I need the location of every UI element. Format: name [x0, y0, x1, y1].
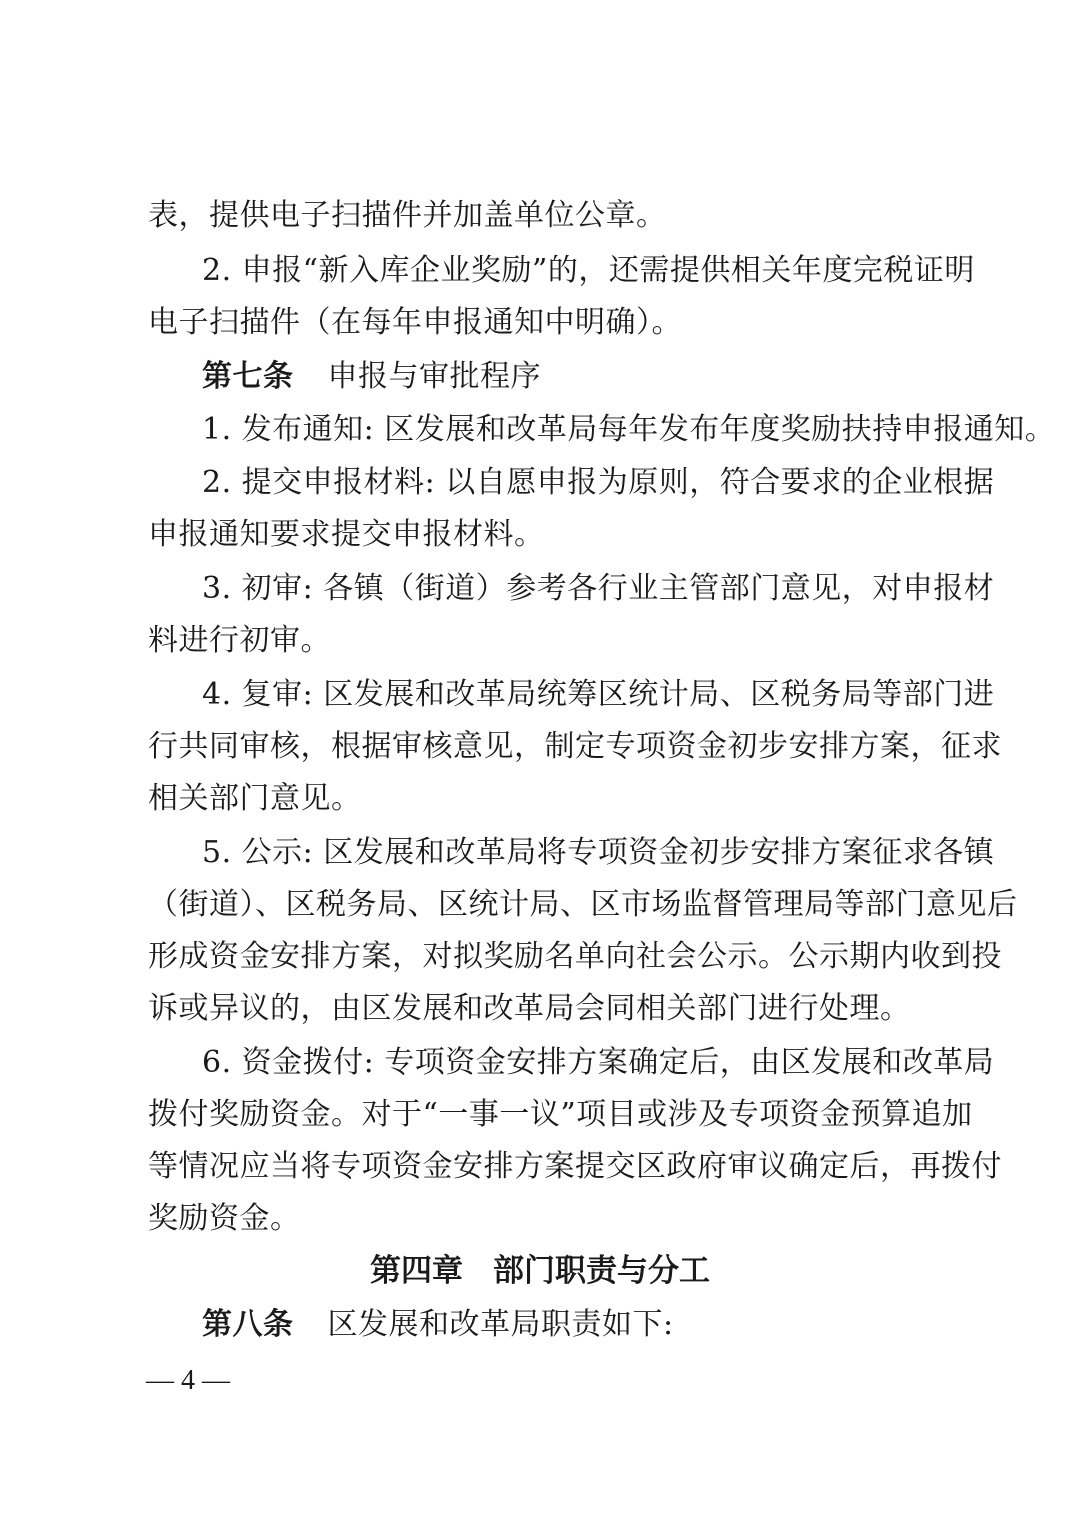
article-label: 第八条	[202, 1307, 294, 1342]
paragraph-line: （街道）、区税务局、区统计局、区市场监督管理局等部门意见后	[148, 887, 1018, 922]
chapter-heading	[0, 1251, 1080, 1291]
article-text: 区发展和改革局职责如下:	[327, 1307, 674, 1342]
paragraph-line: 申报通知要求提交申报材料。	[148, 517, 545, 552]
paragraph-line: 等情况应当将专项资金安排方案提交区政府审议确定后，再拨付	[148, 1149, 1002, 1184]
paragraph-line: 相关部门意见。	[148, 781, 362, 816]
article-label: 第七条	[202, 359, 294, 394]
paragraph-line: 诉或异议的，由区发展和改革局会同相关部门进行处理。	[148, 991, 911, 1026]
paragraph-line: 拨付奖励资金。对于“一事一议”项目或涉及专项资金预算追加	[148, 1097, 973, 1132]
page-number: — 4 —	[146, 1365, 230, 1396]
paragraph-line: 电子扫描件（在每年申报通知中明确）。	[148, 305, 682, 340]
article-title: 申报与审批程序	[327, 359, 541, 394]
paragraph-line: 6. 资金拨付: 专项资金安排方案确定后，由区发展和改革局	[202, 1045, 995, 1080]
paragraph-line: 行共同审核，根据审核意见，制定专项资金初步安排方案，征求	[148, 729, 1002, 764]
paragraph-line: 5. 公示: 区发展和改革局将专项资金初步安排方案征求各镇	[202, 835, 995, 870]
article-heading	[202, 1305, 938, 1345]
paragraph-line: 3. 初审: 各镇（街道）参考各行业主管部门意见，对申报材	[202, 571, 995, 606]
paragraph-line: 料进行初审。	[148, 623, 331, 658]
paragraph-line: 4. 复审: 区发展和改革局统筹区统计局、区税务局等部门进	[202, 677, 995, 712]
paragraph-line: 奖励资金。	[148, 1201, 301, 1236]
article-heading	[202, 357, 938, 397]
paragraph-line: 2. 提交申报材料: 以自愿申报为原则，符合要求的企业根据	[202, 465, 995, 500]
paragraph-line: 形成资金安排方案，对拟奖励名单向社会公示。公示期内收到投	[148, 939, 1002, 974]
paragraph-line: 1. 发布通知: 区发展和改革局每年发布年度奖励扶持申报通知。	[202, 412, 1056, 447]
paragraph-line: 表，提供电子扫描件并加盖单位公章。	[148, 198, 667, 233]
chapter-title: 部门职责与分工	[493, 1253, 710, 1289]
paragraph-line: 2. 申报“新入库企业奖励”的，还需提供相关年度完税证明	[202, 253, 975, 288]
chapter-label: 第四章	[370, 1253, 463, 1289]
